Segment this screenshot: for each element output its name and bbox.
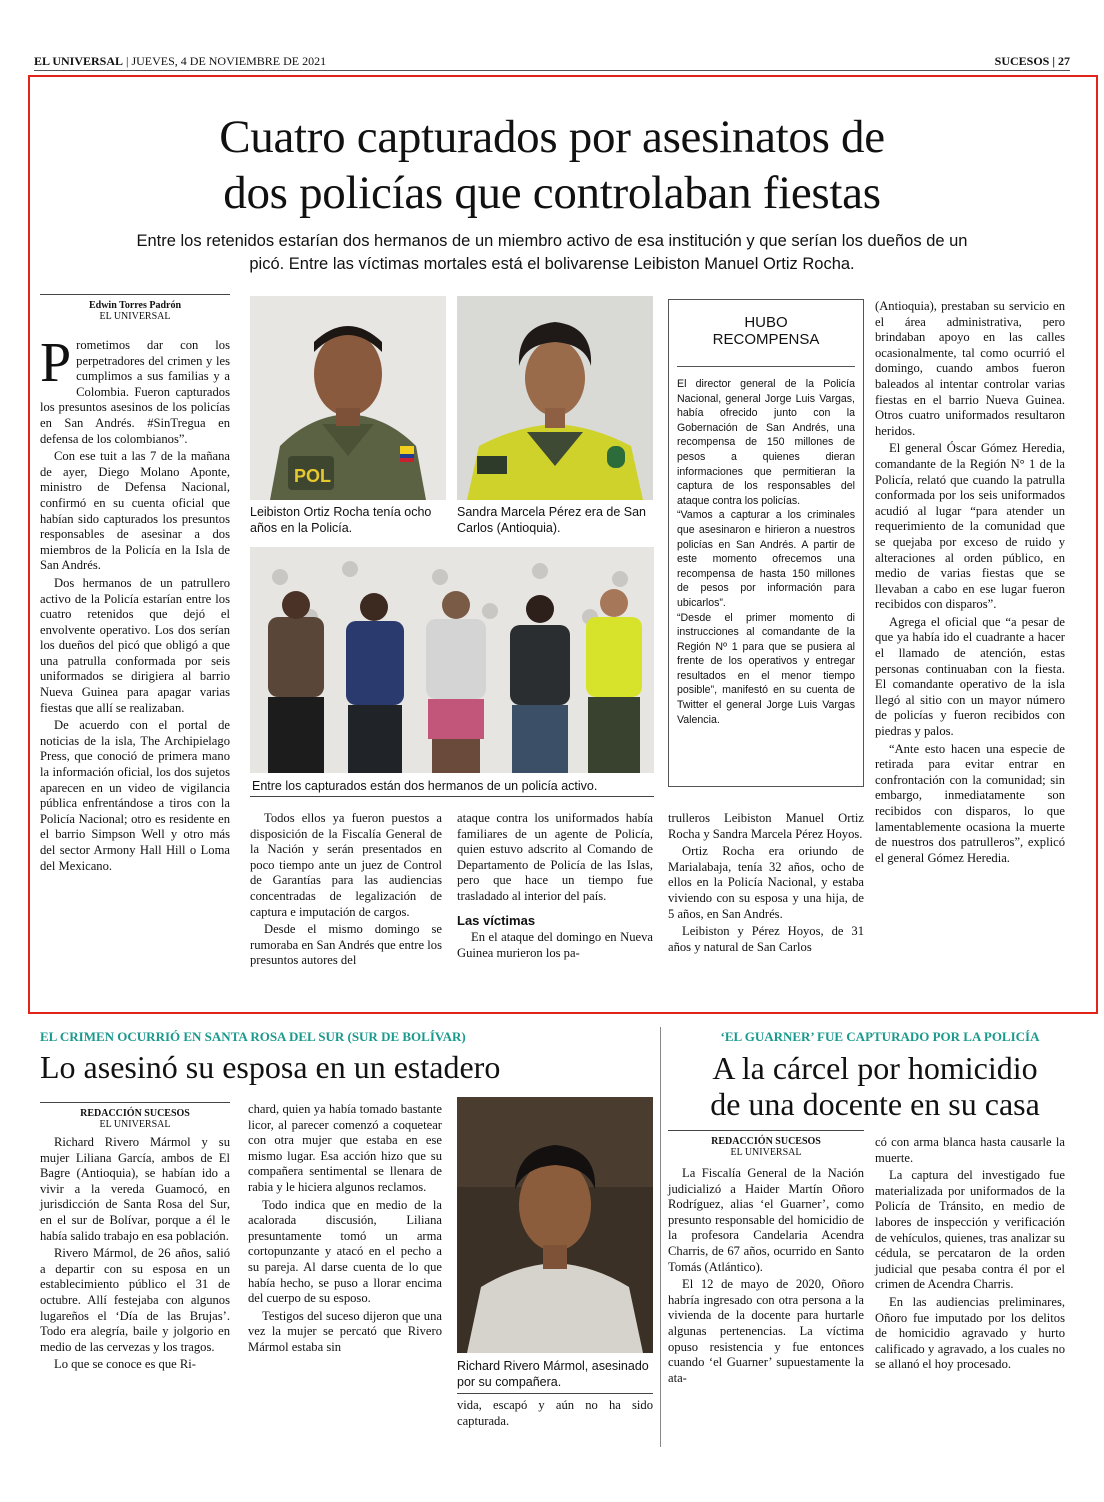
officer-portrait-image: [250, 296, 446, 500]
main-deck: Entre los retenidos estarían dos hermanos de un miembro activo de esa institución y que serían los dueños de un picó. Entre las víctimas mortales está el bolivarense Leibiston Manuel Ortiz Rocha.: [136, 232, 968, 273]
photo-richard-rivero: [457, 1097, 653, 1353]
story3-byline: REDACCIÓN SUCESOS EL UNIVERSAL: [668, 1130, 864, 1158]
section-name: SUCESOS: [994, 54, 1050, 68]
story2-column-1: Richard Rivero Mármol y su mujer Liliana García, ambos de El Bagre (Antioquia), se habían ido a vivir a la vereda Guamocó, en jurisdicción de Santa Rosa del Sur, en el sur de Bolívar, porque a él le había salido trabajo en esa población. Rivero Mármol, de 26 años, salió a departir con su esposa en un establecimiento público el 31 de octubre. Allí festejaba con algunos lugareños el ‘Día de las Brujas’. Todo era alegría, baile y jolgorio en medio de las cervezas y los tragos. Lo que se conoce es que Ri-: [40, 1135, 230, 1372]
caption-captured: Entre los capturados están dos hermanos de un policía activo.: [252, 779, 598, 793]
story3-headline: A la cárcel por homicidio de una docente en su casa: [710, 1050, 1040, 1122]
caption-rule-2: [457, 1393, 653, 1394]
caption-rule: [250, 796, 654, 797]
main-headline: Cuatro capturados por asesinatos de dos policías que controlaban fiestas: [219, 111, 885, 219]
reward-sidebar-box: [668, 299, 864, 787]
story-divider: [660, 1027, 661, 1447]
story3-column-2: có con arma blanca hasta causarle la muerte. La captura del investigado fue materializada por uniformados de la Policía de Tránsito, en medio de labores de inspección y verificación de vehículos, quienes, tras analizar su cédula, se percataron de la orden judicial que pesaba contra él por el crimen de Acendra Charris. En las audiencias preliminares, Oñoro fue imputado por los delitos de homicidio agravado y hurto calificado y agravado, a los cuales no se allanó el hoy procesado.: [875, 1135, 1065, 1372]
caption-richard: Richard Rivero Mármol, asesinado por su compañera.: [457, 1359, 649, 1389]
story3-column-1: La Fiscalía General de la Nación judicializó a Haider Martín Oñoro Rodríguez, alias ‘el Guarner’, como presunto responsable del homicidio de la profesora Candelaria Acendra Charris, de 67 años, ocurrido en Santo Tomás (Atlántico). El 12 de mayo de 2020, Oñoro habría ingresado con otra persona a la vivienda de la docente para hurtarle algunas pertenencias. La víctima opuso resistencia y fue entonces cuando ‘el Guarner’ supuestamente la ata-: [668, 1166, 864, 1385]
issue-date: JUEVES, 4 DE NOVIEMBRE DE 2021: [131, 54, 327, 68]
caption-sandra: Sandra Marcela Pérez era de San Carlos (Antioquia).: [457, 505, 646, 535]
masthead-rule: [34, 70, 1070, 71]
main-column-1: Prometimos dar con los perpetradores del crimen y les cumplimos a sus familias y a Colombia. Fueron capturados los presuntos asesinos de los policías en San Andrés. #SinTregua en defensa de los colombianos”. Con ese tuit a las 7 de la mañana de ayer, Diego Molano Aponte, ministro de Defensa Nacional, confirmó en su cuenta oficial que habían sido capturados los presuntos responsables de asesinar a dos miembros de la Policía en la Isla de San Andrés. Dos hermanos de un patrullero activo de la Policía estarían entre los cuatro retenidos que dejó el envolvente operativo. Los dos serían los dueños del picó que obligó a que una patrulla conformada por seis uniformados se dirigiera al barrio Nueva Guinea para apagar varias fiestas que allí se realizaban. De acuerdo con el portal de noticias de la isla, The Archipielago Press, que conoció de primera mano la información oficial, los dos sujetos aparecen en un video de vigilancia pública enfrentándose a tiros con la Policía Nacional; otro es residente en el barrio Simpson Well y otro más del sector Armony Hall Hill o Loma del Mexicano.: [40, 332, 230, 873]
reward-box-title: HUBO RECOMPENSA: [712, 314, 820, 348]
story2-column-2: chard, quien ya había tomado bastante licor, al parecer comenzó a coquetear con otra mujer que estaba en ese mismo lugar. Esa acción hizo que su compañera sentimental se llenara de rabia y le hiciera algunos reclamos. Todo indica que en medio de la acalorada discusión, Liliana presuntamente tomó un arma cortopunzante y atacó en el pecho a su pareja. Al darse cuenta de lo que había hecho, se puso a llorar encima del cuerpo de su esposo. Testigos del suceso dijeron que una vez la mujer se percató que Rivero Mármol estaba sin: [248, 1102, 442, 1354]
story3-kicker: ‘EL GUARNER’ FUE CAPTURADO POR LA POLICÍA: [720, 1029, 1040, 1044]
photo-captured-suspects: [250, 547, 654, 773]
dropcap: P: [40, 332, 72, 394]
victim-portrait-image: [457, 1097, 653, 1353]
masthead: EL UNIVERSAL | JUEVES, 4 DE NOVIEMBRE DE 2021 SUCESOS | 27: [34, 54, 1070, 68]
caption-leibiston: Leibiston Ortiz Rocha tenía ocho años en la Policía.: [250, 505, 432, 535]
story2-kicker: EL CRIMEN OCURRIÓ EN SANTA ROSA DEL SUR (SUR DE BOLÍVAR): [40, 1029, 466, 1044]
main-column-2: Todos ellos ya fueron puestos a disposición de la Fiscalía General de la Nación y serán presentados en poco tiempo ante un juez de Control de Garantías para las audiencias concentradas de legalización de captura e imputación de cargos. Desde el mismo domingo se rumoraba en San Andrés que entre los presuntos autores del: [250, 811, 442, 968]
photo-leibiston: [250, 296, 446, 500]
main-column-5: (Antioquia), prestaban su servicio en el área administrativa, pero brindaban apoyo en las calles ocasionalmente, tal como ocurrió el domingo, cuando ambos fueron baleados al intentar controlar varias fiestas en el barrio Nueva Guinea. Otros cuatro uniformados resultaron heridos. El general Óscar Gómez Heredia, comandante de la Región N° 1 de la Policía, relató que cuando la patrulla conformada por los seis uniformados acudió al lugar “para atender un requerimiento de la comunidad que se quejaba por exceso de ruido y alteraciones al orden público, en medio de varias fiestas que se llevaban a cabo en ese lugar fueron recibidos con disparos”. Agrega el oficial que “a pesar de que ya había ido el cuadrante a hacer el llamado de atención, estas personas continuaban con la fiesta. El comandante operativo de la isla llegó al sitio con un mayor número de policías y fueron recibidos con piedras y palos. “Ante esto hacen una especie de retirada para evitar entrar en confrontación con la comunidad; sin embargo, inmediatamente son recibidos con disparos, lo que lamentablemente ocasiona la muerte de nuestros dos patrulleros”, explicó el general Gómez Heredia.: [875, 299, 1065, 865]
story2-headline: Lo asesinó su esposa en un estadero: [40, 1049, 501, 1085]
story2-column-3: vida, escapó y aún no ha sido capturada.: [457, 1398, 653, 1428]
main-byline: Edwin Torres Padrón EL UNIVERSAL: [40, 294, 230, 322]
reward-box-body: El director general de la Policía Nacional, general Jorge Luis Vargas, había ofrecido junto con la Gobernación de San Andrés, una recompensa de 150 millones de pesos a quienes dieran informaciones que permitieran la captura de los responsables del ataque contra los policías. “Vamos a capturar a los criminales que asesinaron e hirieron a nuestros policías en San Andrés. A partir de este momento ofrecemos una recompensa de hasta 150 millones de pesos por información para ubicarlos”. “Desde el primer momento di instrucciones al comandante de la Región Nº 1 para que se pusiera al frente de los operativos y entregar resultados en el menor tiempo posible”, manifestó en su cuenta de Twitter el general Jorge Luis Vargas Valencia.: [677, 378, 855, 726]
page-number: 27: [1058, 54, 1070, 68]
paper-name: EL UNIVERSAL: [34, 54, 124, 68]
main-column-3: ataque contra los uniformados había familiares de un agente de Policía, quien estuvo adscrito al Comando de Departamento de Policía de las Islas, pero que hace un tiempo fue trasladado al interior del país. Las víctimas En el ataque del domingo en Nueva Guinea murieron los pa-: [457, 811, 653, 960]
subhead-victimas: Las víctimas: [457, 912, 536, 928]
photo-sandra: [457, 296, 653, 500]
suspects-image: [250, 547, 654, 773]
officer-portrait-image: [457, 296, 653, 500]
svg-text:POL: POL: [294, 466, 332, 486]
main-column-4: trulleros Leibiston Manuel Ortiz Rocha y Sandra Marcela Pérez Hoyos. Ortiz Rocha era oriundo de Marialabaja, tenía 32 años, ocho de ellos en la Policía Nacional, y estaba viviendo con su esposa y una hija, de 5 años, en San Andrés. Leibiston y Pérez Hoyos, de 31 años y natural de San Carlos: [668, 811, 864, 954]
story2-byline: REDACCIÓN SUCESOS EL UNIVERSAL: [40, 1102, 230, 1130]
